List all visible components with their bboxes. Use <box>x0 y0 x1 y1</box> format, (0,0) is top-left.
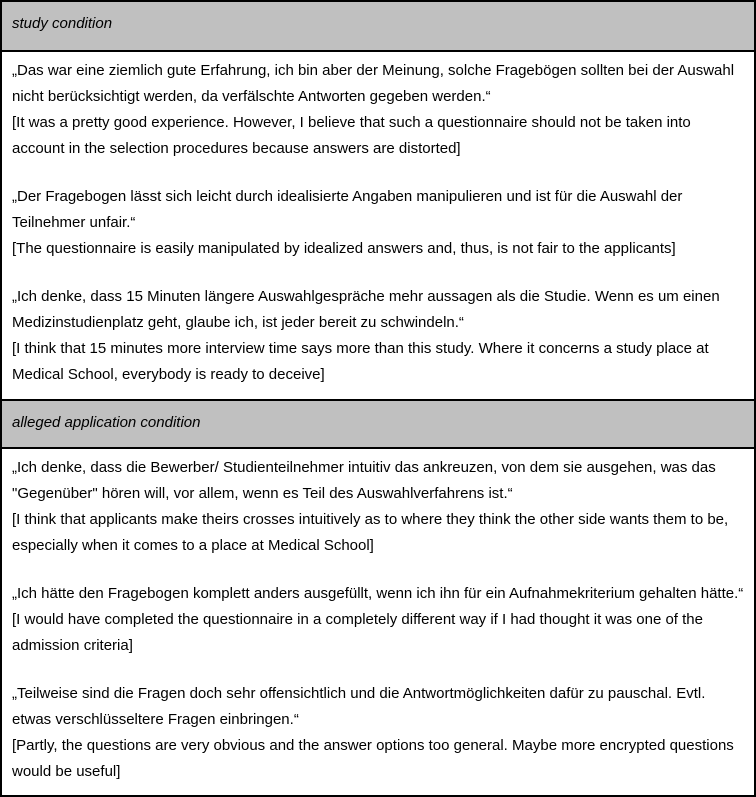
quote-block <box>12 58 744 162</box>
section-header-study-condition <box>2 2 754 52</box>
quote-german: „Ich denke, dass die Bewerber/ Studienteilnehmer intuitiv das ankreuzen, von dem sie ausgehen, was das "Gegenüber" hören will, vor allem, wenn es Teil des Auswahlverfahrens ist.“ <box>12 459 716 502</box>
quote-english-translation: [I think that applicants make theirs crosses intuitively as to where they think the other side wants them to be, especially when it comes to a place at Medical School] <box>12 511 729 554</box>
quote-block <box>12 184 744 262</box>
section-body-study-condition <box>2 52 754 399</box>
quote-block <box>12 681 744 785</box>
section-header-label: alleged application condition <box>12 414 201 431</box>
section-header-alleged-application-condition <box>2 399 754 449</box>
section-header-label: study condition <box>12 15 113 32</box>
quote-german: „Der Fragebogen lässt sich leicht durch idealisierte Angaben manipulieren und ist für die Auswahl der Teilnehmer unfair.“ <box>12 188 683 231</box>
quote-english-translation: [It was a pretty good experience. However, I believe that such a questionnaire should not be taken into account in the selection procedures because answers are distorted] <box>12 114 691 157</box>
quote-english-translation: [Partly, the questions are very obvious and the answer options too general. Maybe more encrypted questions would be useful] <box>12 737 734 780</box>
quote-block <box>12 581 744 659</box>
quote-german: „Ich hätte den Fragebogen komplett anders ausgefüllt, wenn ich ihn für ein Aufnahmekriterium gehalten hätte.“ <box>12 585 744 602</box>
section-body-alleged-application-condition <box>2 449 754 785</box>
quote-block <box>12 455 744 559</box>
quote-block <box>12 284 744 388</box>
quote-english-translation: [The questionnaire is easily manipulated by idealized answers and, thus, is not fair to the applicants] <box>12 240 676 257</box>
quote-german: „Ich denke, dass 15 Minuten längere Auswahlgespräche mehr aussagen als die Studie. Wenn es um einen Medizinstudienplatz geht, glaube ich, ist jeder bereit zu schwindeln.“ <box>12 288 720 331</box>
quote-german: „Teilweise sind die Fragen doch sehr offensichtlich und die Antwortmöglichkeiten dafür zu pauschal. Evtl. etwas verschlüsseltere Fragen einbringen.“ <box>12 685 706 728</box>
quote-english-translation: [I would have completed the questionnaire in a completely different way if I had thought it was one of the admission criteria] <box>12 611 703 654</box>
quote-english-translation: [I think that 15 minutes more interview time says more than this study. Where it concerns a study place at Medical School, everybody is ready to deceive] <box>12 340 709 383</box>
quote-german: „Das war eine ziemlich gute Erfahrung, ich bin aber der Meinung, solche Fragebögen sollten bei der Auswahl nicht berücksichtigt werden, da verfälschte Antworten gegeben werden.“ <box>12 62 735 105</box>
